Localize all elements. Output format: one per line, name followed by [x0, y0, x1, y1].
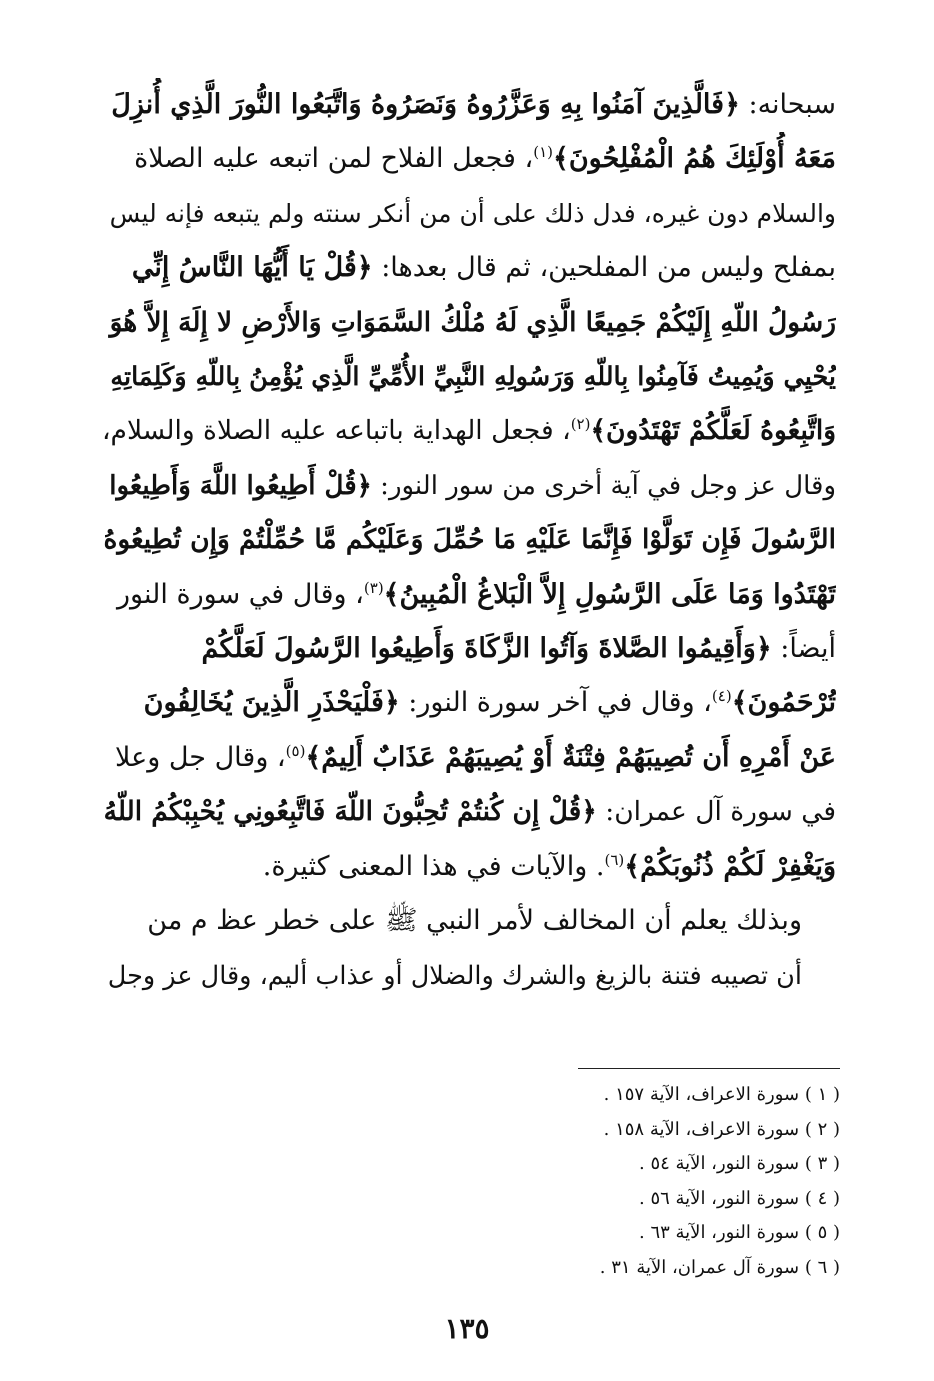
- body-line: [100, 404, 836, 458]
- page-number: ١٣٥: [444, 1312, 490, 1345]
- footnotes: [500, 1078, 840, 1285]
- footnote-4: ( ٤ ) سورة النور، الآية ٥٦ .: [639, 1187, 840, 1209]
- quran-verse: ﴿قُلْ إِن كُنتُمْ تُحِبُّونَ اللّهَ فَاتَّبِعُونِي يُحْبِبْكُمُ اللّهُ: [103, 796, 597, 828]
- quran-verse: ﴿فَلْيَحْذَرِ الَّذِينَ يُخَالِفُونَ: [143, 687, 400, 719]
- quran-verse: وَيَغْفِرْ لَكُمْ ذُنُوبَكُمْ﴾: [624, 850, 836, 882]
- footnote-reference: (٤): [711, 687, 732, 706]
- body-line: [100, 350, 836, 404]
- body-line: [100, 568, 836, 622]
- body-line: [100, 187, 836, 241]
- body-line: [100, 296, 836, 350]
- paragraph-2: [100, 894, 836, 1003]
- quran-verse: مَعَهُ أُوْلَئِكَ هُمُ الْمُفْلِحُونَ﴾: [553, 143, 836, 175]
- footnote-reference: (٣): [363, 578, 384, 597]
- quran-verse: تُرْحَمُونَ﴾: [731, 687, 836, 719]
- body-line: [100, 676, 836, 730]
- body-text-run: ، فجعل الهداية باتباعه عليه الصلاة والسلام،: [101, 415, 571, 447]
- footnote-1: ( ١ ) سورة الاعراف، الآية ١٥٧ .: [603, 1084, 840, 1105]
- quran-verse: ﴿قُلْ أَطِيعُوا اللَّهَ وَأَطِيعُوا: [109, 470, 372, 501]
- body-line: وبذلك يعلم أن المخالف لأمر النبي ﷺ على خطر عظ م من: [147, 905, 802, 937]
- body-line: [100, 459, 836, 513]
- body-text-run: سبحانه:: [739, 89, 836, 120]
- footnote-6: ( ٦ ) سورة آل عمران، الآية ٣١ .: [599, 1256, 840, 1278]
- body-text-run: بمفلح وليس من المفلحين، ثم قال بعدها:: [372, 252, 836, 284]
- body-line: [100, 513, 836, 567]
- quran-verse: يُحْيِي وَيُمِيتُ فَآمِنُوا بِاللّهِ وَرَسُولِهِ النَّبِيِّ الأُمِّيِّ الَّذِي يُؤْمِنُ بِاللّهِ وَكَلِمَاتِهِ: [110, 362, 836, 393]
- body-text-run: أيضاً:: [771, 633, 836, 665]
- body-text-run: وقال عز وجل في آية أخرى من سور النور:: [371, 470, 836, 501]
- book-page: [100, 78, 836, 1003]
- footnote-5: ( ٥ ) سورة النور، الآية ٦٣ .: [639, 1222, 840, 1243]
- footnote-reference: (١): [533, 143, 553, 162]
- body-line: [100, 731, 836, 785]
- body-line: [100, 241, 836, 295]
- quran-verse: تَهْتَدُوا وَمَا عَلَى الرَّسُولِ إِلاَّ الْبَلاغُ الْمُبِينُ﴾: [383, 578, 836, 610]
- body-text-run: ، فجعل الفلاح لمن اتبعه عليه الصلاة: [134, 143, 534, 175]
- body-text-run: في سورة آل عمران:: [596, 796, 836, 828]
- body-line: [100, 840, 836, 894]
- body-line: [100, 132, 836, 186]
- footnote-2: ( ٢ ) سورة الاعراف، الآية ١٥٨ .: [603, 1118, 840, 1140]
- footnote-reference: (٢): [570, 415, 591, 434]
- quran-verse: ﴿وَأَقِيمُوا الصَّلاةَ وَآتُوا الزَّكَاةَ وَأَطِيعُوا الرَّسُولَ لَعَلَّكُمْ: [201, 633, 772, 665]
- quran-verse: عَنْ أَمْرِهِ أَن تُصِيبَهُمْ فِتْنَةٌ أَوْ يُصِيبَهُمْ عَذَابٌ أَلِيمٌ﴾: [305, 741, 836, 773]
- footnote-separator: [578, 1068, 840, 1069]
- footnote-reference: (٦): [604, 850, 625, 869]
- body-text-run: ، وقال جل وعلا: [115, 741, 286, 773]
- quran-verse: ﴿قُلْ يَا أَيُّهَا النَّاسُ إِنِّي: [131, 252, 373, 284]
- quran-verse: الرَّسُولَ فَإِن تَوَلَّوْا فَإِنَّمَا عَلَيْهِ مَا حُمِّلَ وَعَلَيْكُم مَّا حُمِّلْتُمْ وَإِن تُطِيعُوهُ: [103, 524, 836, 556]
- body-text-run: ، وقال في سورة النور: [117, 578, 364, 610]
- quran-verse: وَاتَّبِعُوهُ لَعَلَّكُمْ تَهْتَدُونَ﴾: [590, 415, 836, 447]
- body-text-run: والسلام دون غيره، فدل ذلك على أن من أنكر سنته ولم يتبعه فإنه ليس: [109, 198, 836, 228]
- body-line: [100, 785, 836, 839]
- body-line: [100, 622, 836, 676]
- footnote-3: ( ٣ ) سورة النور، الآية ٥٤ .: [639, 1153, 840, 1174]
- quran-verse: ﴿فَالَّذِينَ آمَنُوا بِهِ وَعَزَّرُوهُ وَنَصَرُوهُ وَاتَّبَعُوا النُّورَ الَّذِي أُنزِلَ: [111, 89, 740, 120]
- paragraph-1: [100, 78, 836, 894]
- footnote-reference: (٥): [285, 741, 306, 760]
- body-text-run: . والآيات في هذا المعنى كثيرة.: [262, 850, 605, 882]
- body-line: أن تصيبه فتنة بالزيغ والشرك والضلال أو عذاب أليم، وقال عز وجل: [107, 960, 802, 991]
- body-line: [100, 78, 836, 132]
- quran-verse: رَسُولُ اللّهِ إِلَيْكُمْ جَمِيعًا الَّذِي لَهُ مُلْكُ السَّمَوَاتِ وَالأَرْضِ لا إِلَهَ إِلاَّ هُوَ: [109, 306, 836, 338]
- body-text-run: ، وقال في آخر سورة النور:: [399, 687, 712, 719]
